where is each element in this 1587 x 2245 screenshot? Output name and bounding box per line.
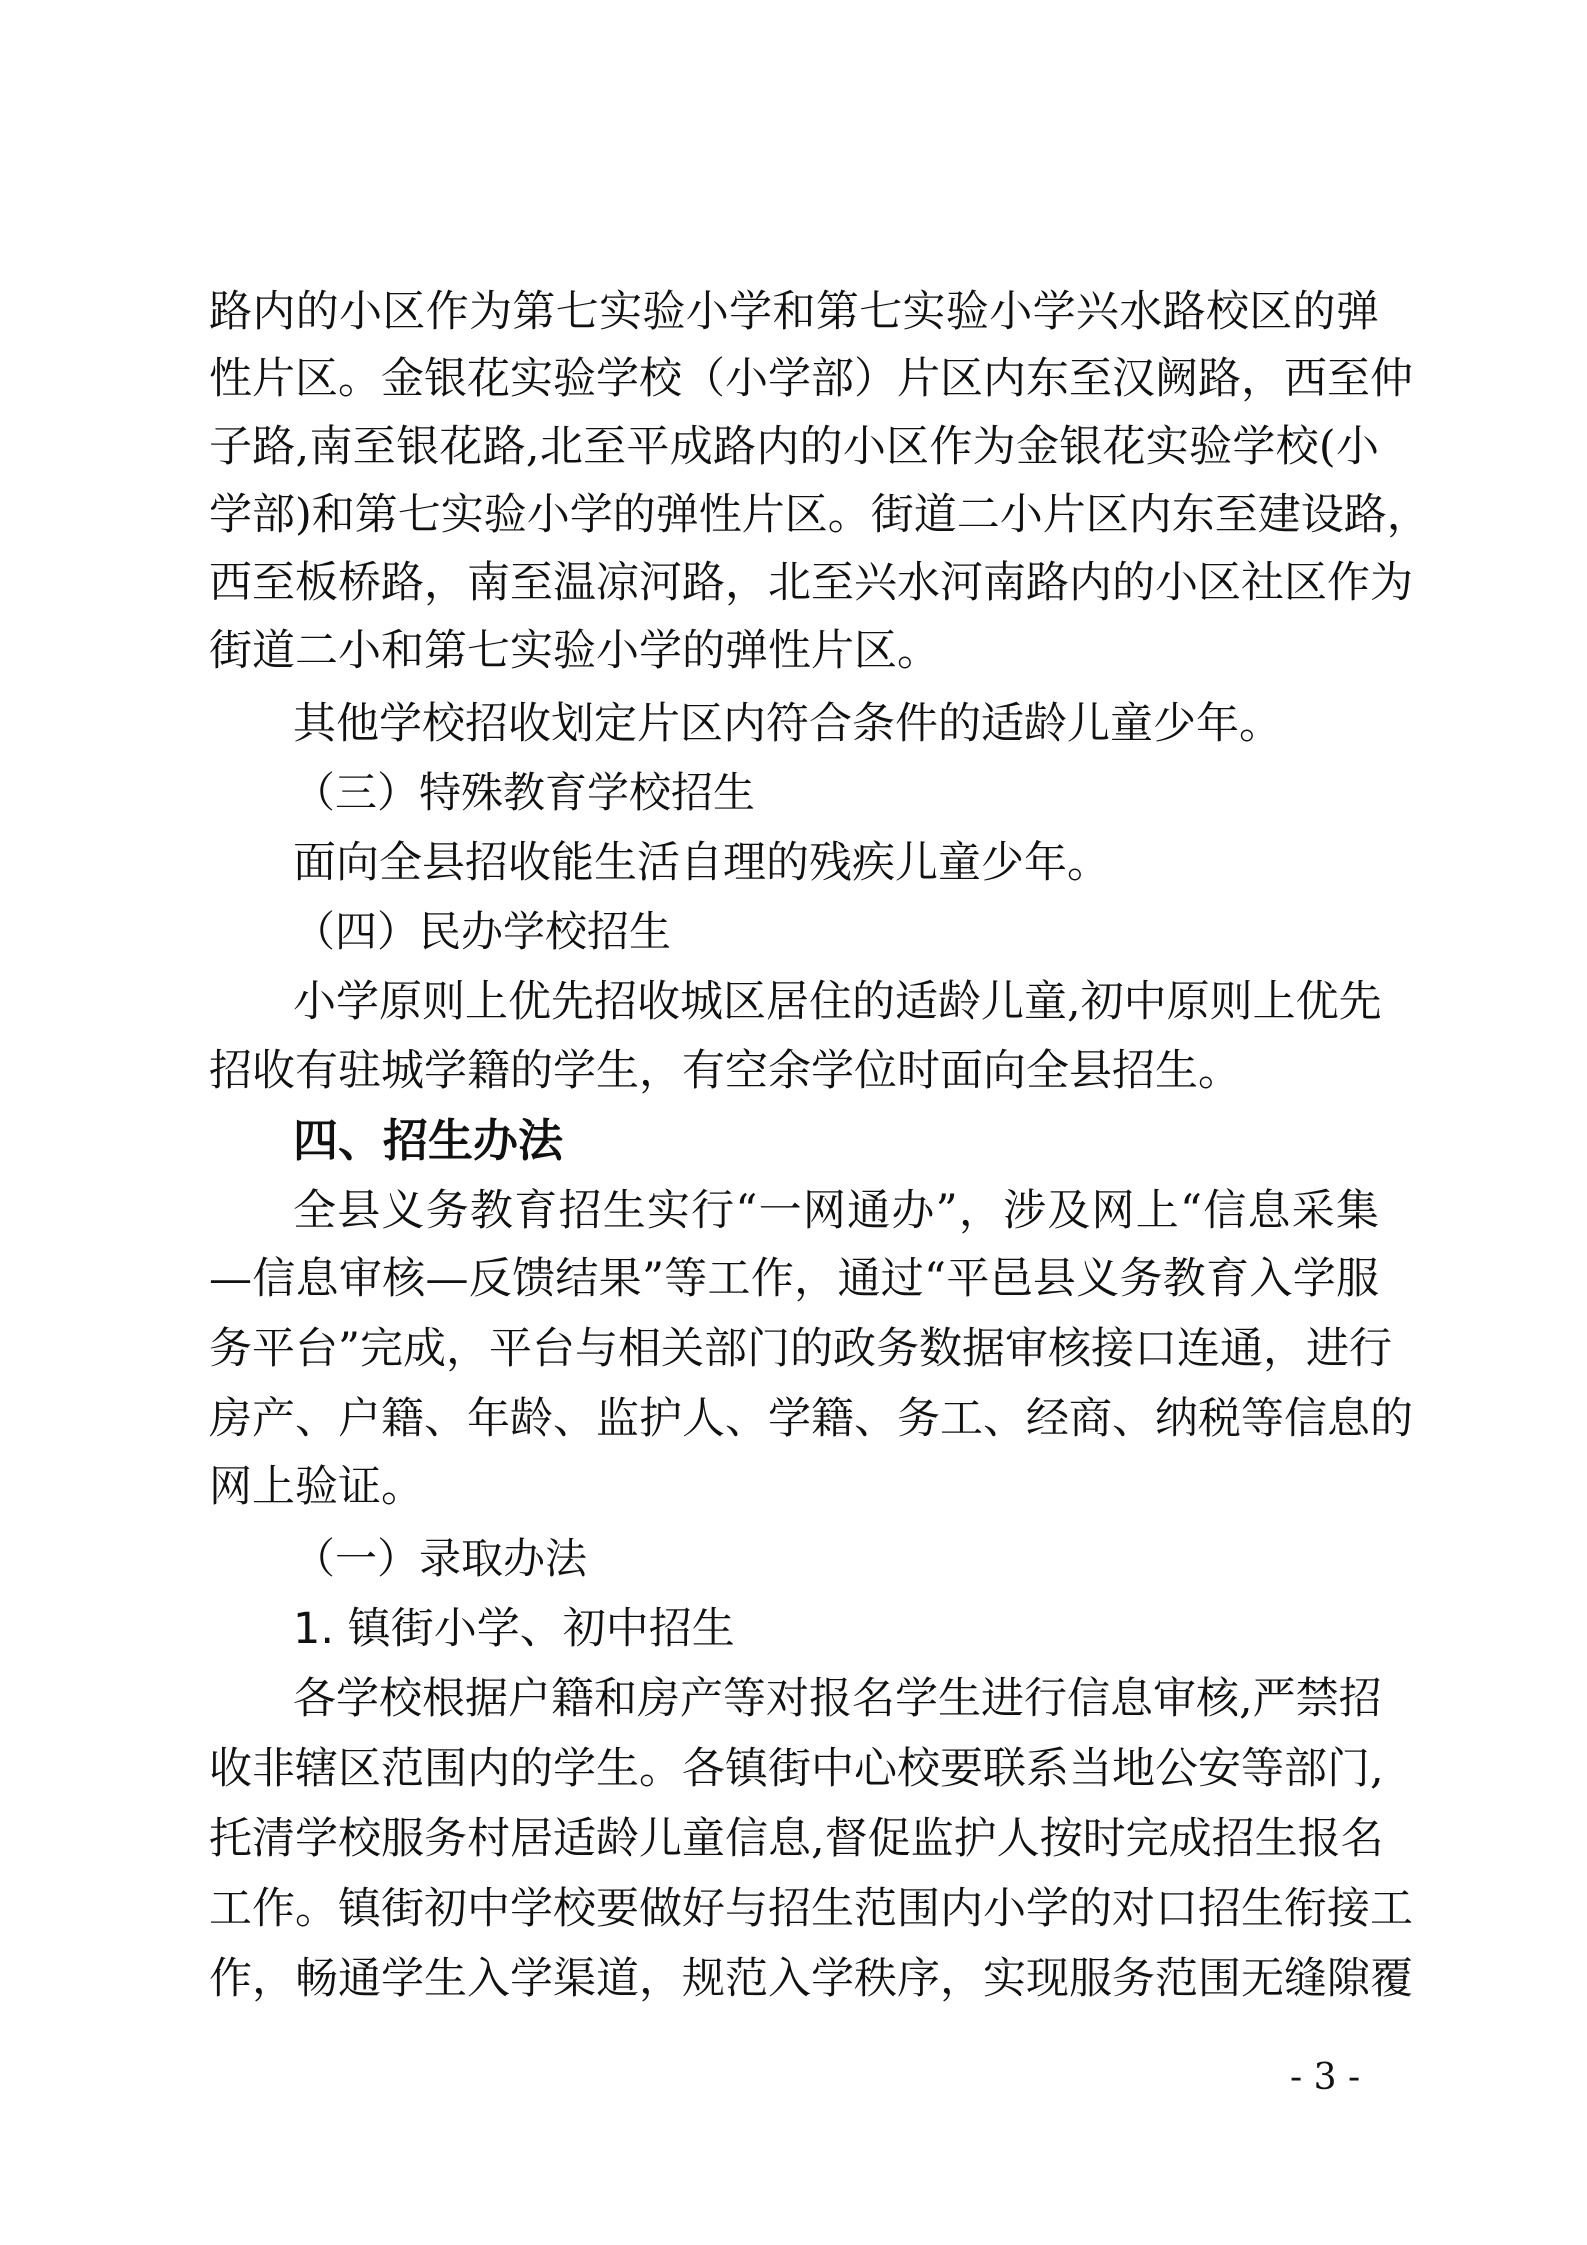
body-line: 房产、户籍、年龄、监护人、学籍、务工、经商、纳税等信息的 <box>209 1394 1413 1444</box>
body-line: 务平台”完成，平台与相关部门的政务数据审核接口连通，进行 <box>209 1324 1392 1374</box>
body-line: 收非辖区范围内的学生。各镇街中心校要联系当地公安等部门, <box>209 1744 1384 1794</box>
section-heading: （一）录取办法 <box>293 1534 588 1583</box>
body-line: 街道二小和第七实验小学的弹性片区。 <box>209 626 940 676</box>
body-line: 其他学校招收划定片区内符合条件的适龄儿童少年。 <box>293 699 1282 749</box>
body-line: 托清学校服务村居适龄儿童信息,督促监护人按时完成招生报名 <box>209 1814 1384 1864</box>
body-line: 性片区。金银花实验学校（小学部）片区内东至汉阙路，西至仲 <box>209 354 1413 404</box>
section-heading: （四）民办学校招生 <box>293 907 672 956</box>
page-number: - 3 - <box>1290 2057 1361 2098</box>
body-line: 工作。镇街初中学校要做好与招生范围内小学的对口招生衔接工 <box>209 1884 1413 1934</box>
body-line: 子路,南至银花路,北至平成路内的小区作为金银花实验学校(小 <box>209 422 1379 472</box>
body-line: —信息审核—反馈结果”等工作，通过“平邑县义务教育入学服 <box>209 1254 1379 1304</box>
chapter-heading: 四、招生办法 <box>293 1114 564 1167</box>
body-line: 西至板桥路，南至温凉河路，北至兴水河南路内的小区社区作为 <box>209 558 1413 608</box>
body-line: 作，畅通学生入学渠道，规范入学秩序，实现服务范围无缝隙覆 <box>209 1954 1413 2004</box>
body-line: 面向全县招收能生活自理的残疾儿童少年。 <box>293 838 1110 888</box>
body-line: 小学原则上优先招收城区居住的适龄儿童,初中原则上优先 <box>293 977 1382 1027</box>
body-line: 路内的小区作为第七实验小学和第七实验小学兴水路校区的弹 <box>209 287 1379 337</box>
subsection-heading: 1. 镇街小学、初中招生 <box>293 1604 735 1654</box>
body-line: 学部)和第七实验小学的弹性片区。街道二小片区内东至建设路， <box>209 490 1430 540</box>
body-line: 招收有驻城学籍的学生，有空余学位时面向全县招生。 <box>209 1046 1241 1096</box>
body-line: 网上验证。 <box>209 1462 424 1512</box>
body-line: 各学校根据户籍和房产等对报名学生进行信息审核,严禁招 <box>293 1674 1382 1724</box>
body-line: 全县义务教育招生实行“一网通办”，涉及网上“信息采集 <box>293 1186 1379 1236</box>
section-heading: （三）特殊教育学校招生 <box>293 768 756 817</box>
